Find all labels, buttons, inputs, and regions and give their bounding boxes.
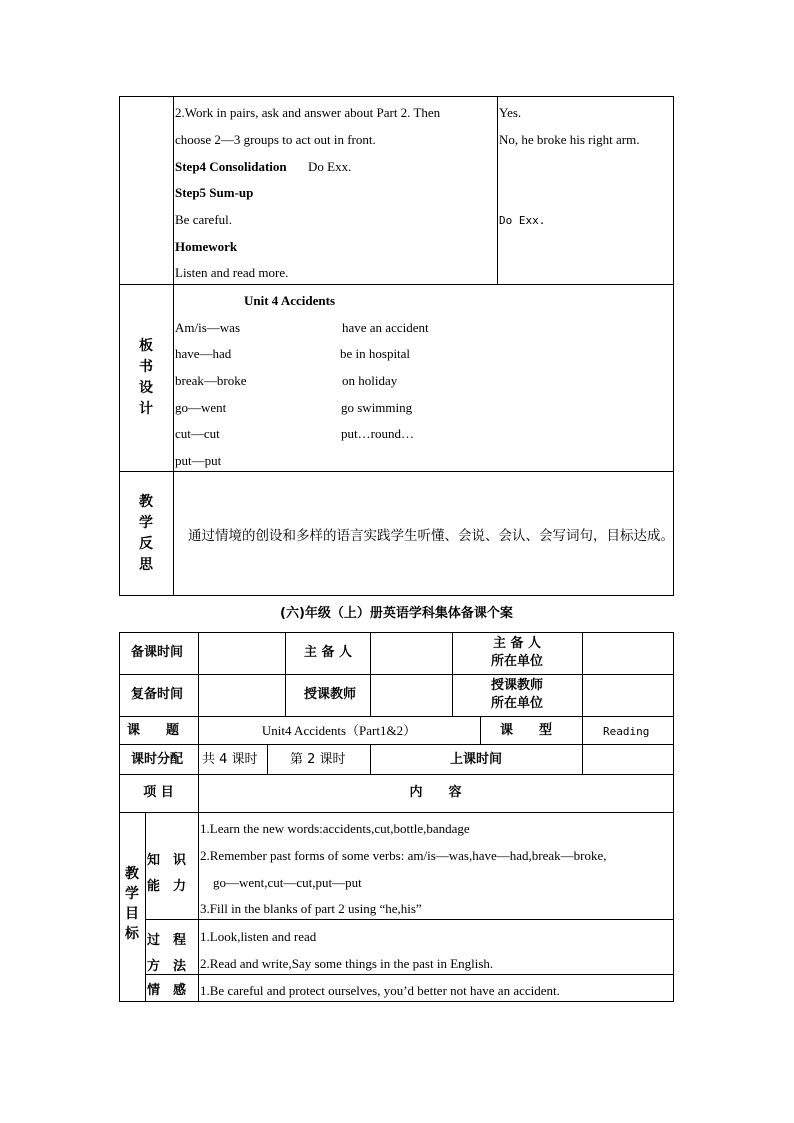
item-label: 项 目	[143, 785, 174, 800]
border	[119, 471, 674, 472]
teaching-goals-label: 教 学 目 标	[125, 866, 139, 942]
border	[119, 632, 674, 633]
sumup-text: Be careful.	[175, 212, 233, 227]
phrase: go swimming	[341, 400, 413, 415]
verb-form: Am/is—was	[175, 320, 240, 335]
verb-form: have—had	[175, 346, 232, 361]
border	[119, 744, 674, 745]
border	[370, 632, 371, 716]
answer-line: Do Exx.	[499, 214, 546, 227]
border	[119, 716, 674, 717]
process-method-label: 过 程 方 法	[147, 933, 187, 974]
phrase: on holiday	[342, 373, 398, 388]
border	[582, 716, 583, 744]
answer-line: No, he broke his right arm.	[499, 132, 640, 147]
process-line: 2.Read and write,Say some things in the past in English.	[200, 956, 494, 971]
border	[480, 716, 481, 744]
content-label: 内 容	[409, 785, 462, 800]
border	[119, 674, 674, 675]
verb-form: go—went	[175, 400, 227, 415]
phrase: put…round…	[341, 426, 414, 441]
phrase: have an accident	[342, 320, 429, 335]
process-line: 1.Look,listen and read	[200, 929, 317, 944]
homework-text: Listen and read more.	[175, 265, 289, 280]
knowledge-line: 2.Remember past forms of some verbs: am/is—was,have—had,break—broke,	[200, 848, 607, 863]
border	[119, 774, 674, 775]
border	[119, 96, 120, 596]
knowledge-line: go—went,cut—cut,put—put	[213, 875, 362, 890]
knowledge-ability-label: 知 识 能 力	[147, 853, 187, 894]
border	[119, 96, 674, 97]
emotion-label: 情 感	[147, 983, 187, 998]
main-preparer-unit-label: 主 备 人 所在单位	[490, 636, 543, 669]
verb-form: cut—cut	[175, 426, 220, 441]
activity-line: 2.Work in pairs, ask and answer about Part 2. Then	[175, 105, 441, 120]
border	[198, 632, 199, 1002]
board-design-label: 板 书 设 计	[139, 338, 153, 417]
border	[119, 595, 674, 596]
verb-form: break—broke	[175, 373, 247, 388]
homework-heading: Homework	[175, 239, 238, 254]
reflection-text: 通过情境的创设和多样的语言实践学生听懂、会说、会认、会写词句，目标达成。	[188, 528, 674, 544]
teacher-label: 授课教师	[304, 687, 357, 702]
border	[267, 744, 268, 774]
prep-time-label: 备课时间	[131, 645, 184, 660]
type-value: Reading	[603, 725, 650, 738]
review-time-label: 复备时间	[131, 687, 184, 702]
step4-heading: Step4 Consolidation	[175, 159, 287, 174]
border	[582, 632, 583, 716]
border	[173, 96, 174, 596]
activity-line: choose 2—3 groups to act out in front.	[175, 132, 376, 147]
step4-text: Do Exx.	[308, 159, 352, 174]
border	[145, 919, 674, 920]
border	[145, 812, 146, 1002]
border	[119, 812, 674, 813]
border	[497, 96, 498, 284]
knowledge-line: 1.Learn the new words:accidents,cut,bottle,bandage	[200, 821, 470, 836]
border	[285, 632, 286, 716]
answer-line: Yes.	[499, 105, 522, 120]
reflection-label: 教 学 反 思	[139, 494, 153, 573]
phrase: be in hospital	[340, 346, 411, 361]
total-periods: 共 4 课时	[202, 752, 258, 767]
class-time-label: 上课时间	[449, 752, 502, 767]
current-period: 第 2 课时	[290, 752, 346, 767]
emotion-line: 1.Be careful and protect ourselves, you’d better not have an accident.	[200, 983, 560, 998]
teacher-unit-label: 授课教师 所在单位	[490, 678, 543, 711]
type-label: 课 型	[500, 723, 553, 738]
period-label: 课时分配	[131, 752, 184, 767]
border	[119, 284, 674, 285]
verb-form: put—put	[175, 453, 222, 468]
border	[119, 1001, 674, 1002]
board-title: Unit 4 Accidents	[244, 293, 335, 308]
topic-value: Unit4 Accidents（Part1&2）	[261, 723, 417, 738]
border	[582, 744, 583, 774]
step5-heading: Step5 Sum-up	[175, 185, 254, 200]
knowledge-line: 3.Fill in the blanks of part 2 using “he,his”	[200, 901, 422, 916]
border	[673, 96, 674, 596]
border	[145, 974, 674, 975]
topic-label: 课 题	[127, 723, 180, 738]
border	[119, 632, 120, 1002]
main-preparer-label: 主 备 人	[304, 645, 353, 660]
document-title: (六)年级（上）册英语学科集体备课个案	[280, 606, 513, 621]
border	[673, 632, 674, 1002]
